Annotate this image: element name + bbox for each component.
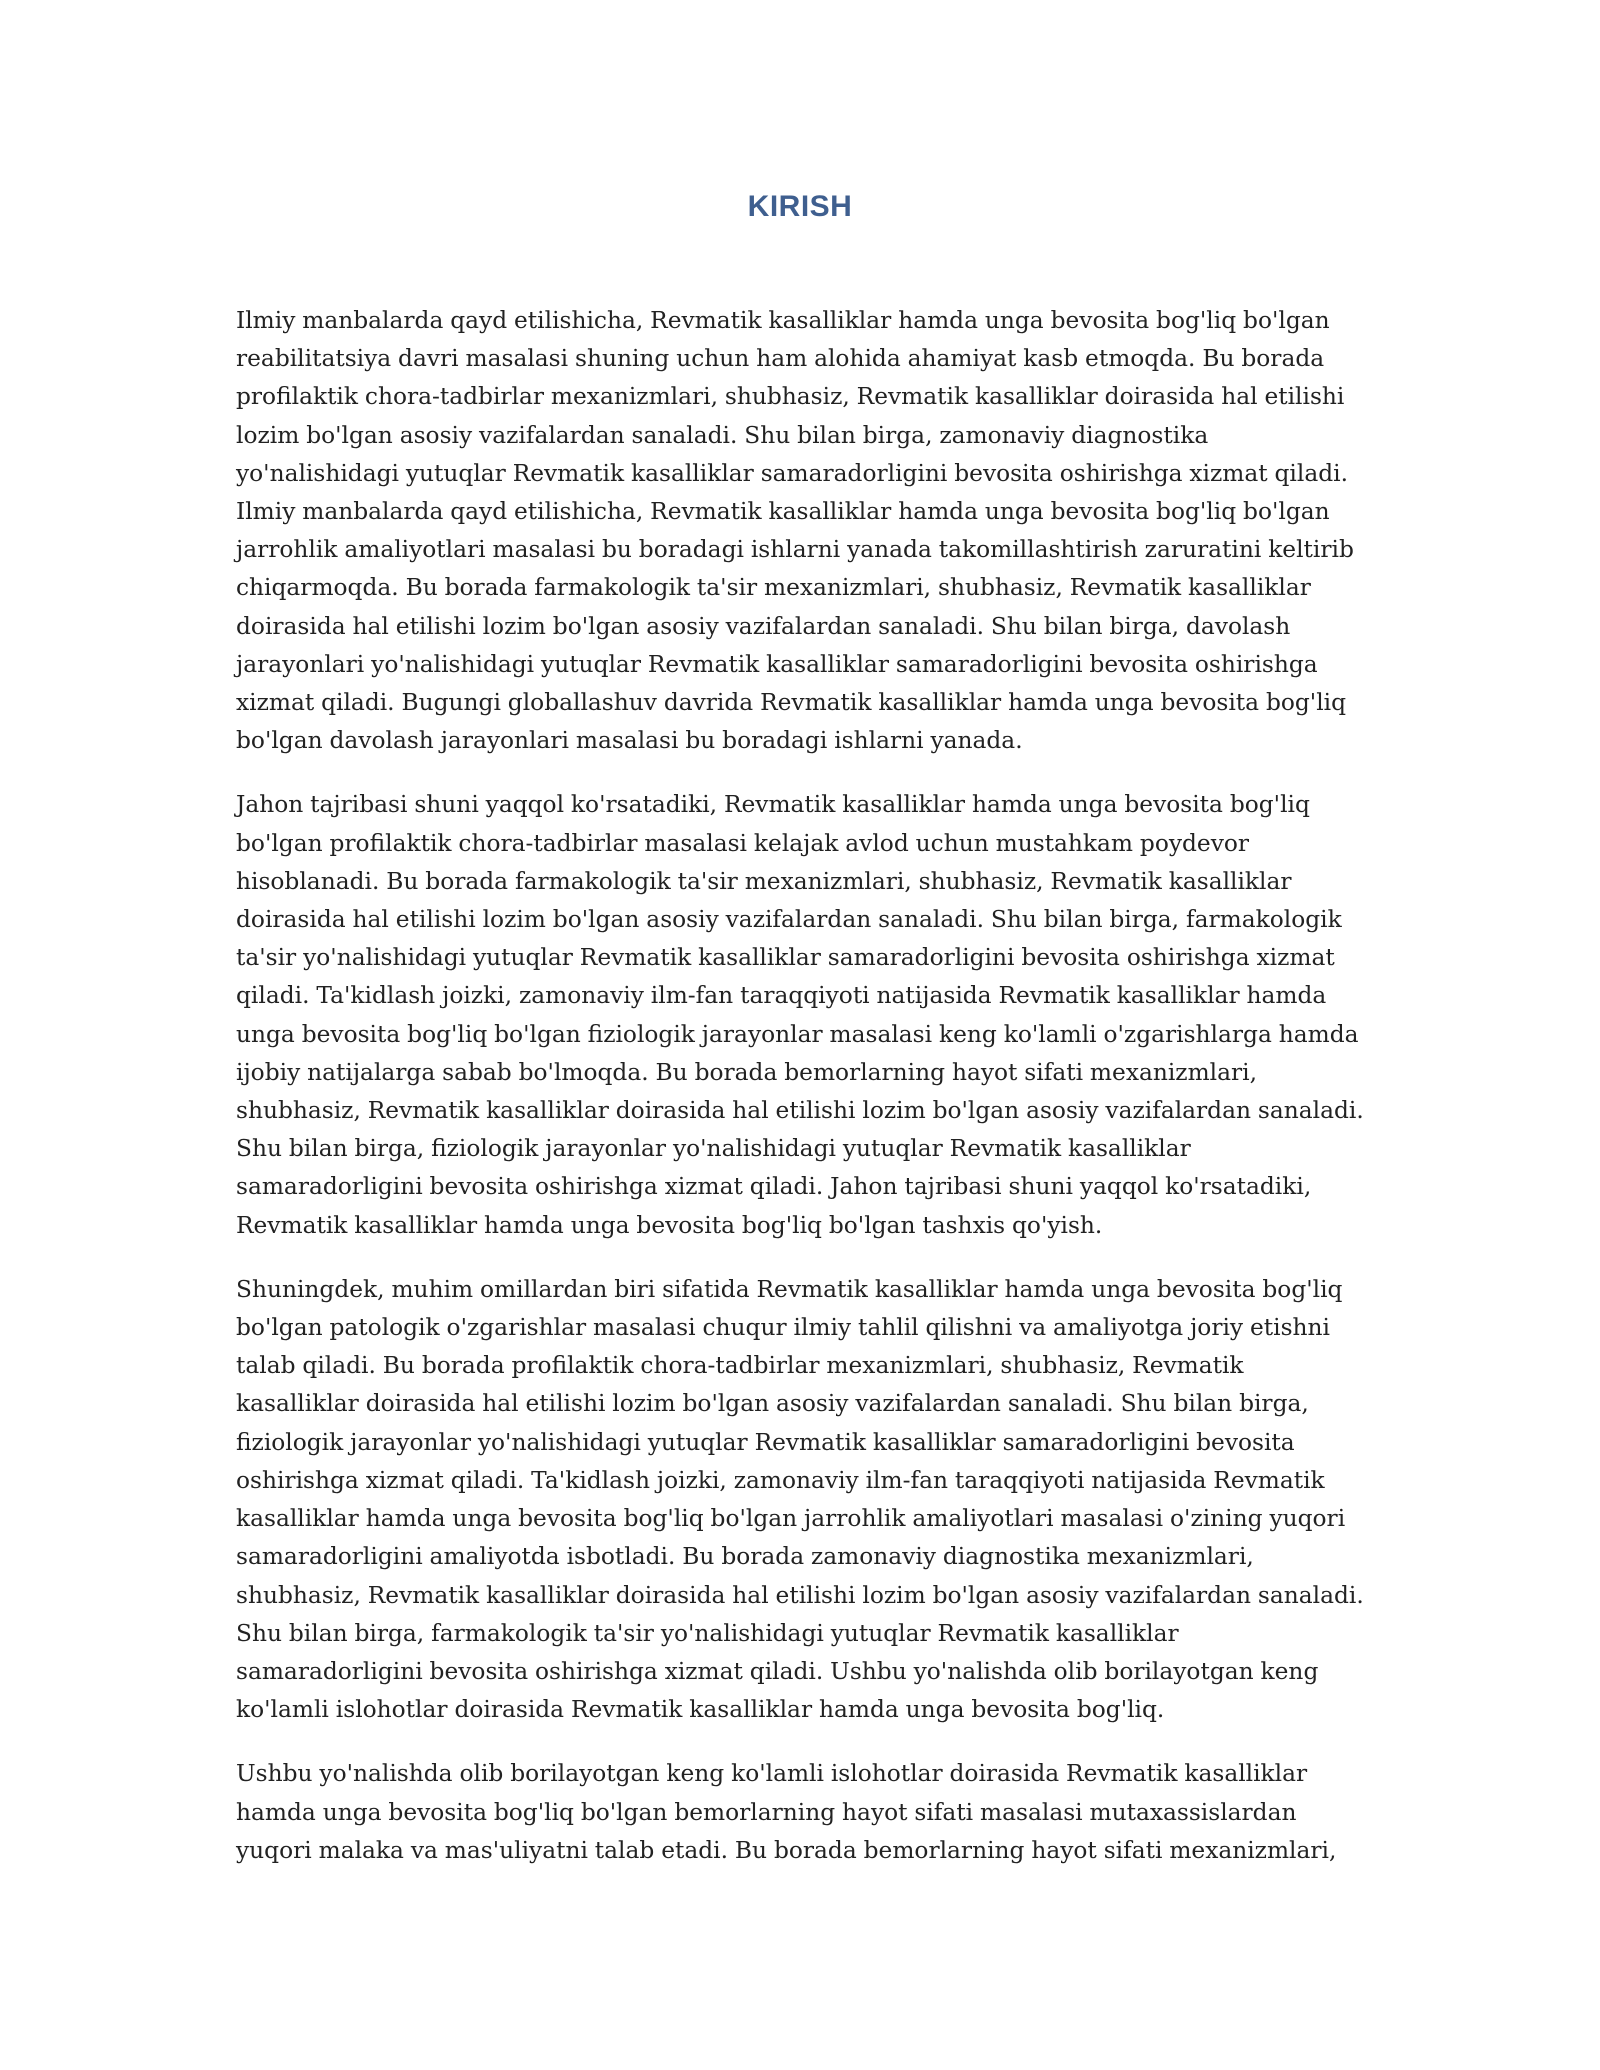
paragraph-2: Jahon tajribasi shuni yaqqol ko'rsatadiki, Revmatik kasalliklar hamda unga bevosita bog'liq bo'lgan profilaktik chora-tadbirlar masalasi kelajak avlod uchun mustahkam poydevor hisoblanadi. Bu borada farmakologik ta'sir mexanizmlari, shubhasiz, Revmatik kasalliklar doirasida hal etilishi lozim bo'lgan asosiy vazifalardan sanaladi. Shu bilan birga, farmakologik ta'sir yo'nalishidagi yutuqlar Revmatik kasalliklar samaradorligini bevosita oshirishga xizmat qiladi. Ta'kidlash joizki, zamonaviy ilm-fan taraqqiyoti natijasida Revmatik kasalliklar hamda unga bevosita bog'liq bo'lgan fiziologik jarayonlar masalasi keng ko'lamli o'zgarishlarga hamda ijobiy natijalarga sabab bo'lmoqda. Bu borada bemorlarning hayot sifati mexanizmlari, shubhasiz, Revmatik kasalliklar doirasida hal etilishi lozim bo'lgan asosiy vazifalardan sanaladi. Shu bilan birga, fiziologik jarayonlar yo'nalishidagi yutuqlar Revmatik kasalliklar samaradorligini bevosita oshirishga xizmat qiladi. Jahon tajribasi shuni yaqqol ko'rsatadiki, Revmatik kasalliklar hamda unga bevosita bog'liq bo'lgan tashxis qo'yish. xyxy=(236,791,1364,1239)
paragraph-3: Shuningdek, muhim omillardan biri sifatida Revmatik kasalliklar hamda unga bevosita bog'liq bo'lgan patologik o'zgarishlar masalasi chuqur ilmiy tahlil qilishni va amaliyotga joriy etishni talab qiladi. Bu borada profilaktik chora-tadbirlar mexanizmlari, shubhasiz, Revmatik kasalliklar doirasida hal etilishi lozim bo'lgan asosiy vazifalardan sanaladi. Shu bilan birga, fiziologik jarayonlar yo'nalishidagi yutuqlar Revmatik kasalliklar samaradorligini bevosita oshirishga xizmat qiladi. Ta'kidlash joizki, zamonaviy ilm-fan taraqqiyoti natijasida Revmatik kasalliklar hamda unga bevosita bog'liq bo'lgan jarrohlik amaliyotlari masalasi o'zining yuqori samaradorligini amaliyotda isbotladi. Bu borada zamonaviy diagnostika mexanizmlari, shubhasiz, Revmatik kasalliklar doirasida hal etilishi lozim bo'lgan asosiy vazifalardan sanaladi. Shu bilan birga, farmakologik ta'sir yo'nalishidagi yutuqlar Revmatik kasalliklar samaradorligini bevosita oshirishga xizmat qiladi. Ushbu yo'nalishda olib borilayotgan keng ko'lamli islohotlar doirasida Revmatik kasalliklar hamda unga bevosita bog'liq. xyxy=(236,1275,1364,1724)
paragraph-1: Ilmiy manbalarda qayd etilishicha, Revmatik kasalliklar hamda unga bevosita bog'liq bo'lgan reabilitatsiya davri masalasi shuning uchun ham alohida ahamiyat kasb etmoqda. Bu borada profilaktik chora-tadbirlar mexanizmlari, shubhasiz, Revmatik kasalliklar doirasida hal etilishi lozim bo'lgan asosiy vazifalardan sanaladi. Shu bilan birga, zamonaviy diagnostika yo'nalishidagi yutuqlar Revmatik kasalliklar samaradorligini bevosita oshirishga xizmat qiladi. Ilmiy manbalarda qayd etilishicha, Revmatik kasalliklar hamda unga bevosita bog'liq bo'lgan jarrohlik amaliyotlari masalasi bu boradagi ishlarni yanada takomillashtirish zaruratini keltirib chiqarmoqda. Bu borada farmakologik ta'sir mexanizmlari, shubhasiz, Revmatik kasalliklar doirasida hal etilishi lozim bo'lgan asosiy vazifalardan sanaladi. Shu bilan birga, davolash jarayonlari yo'nalishidagi yutuqlar Revmatik kasalliklar samaradorligini bevosita oshirishga xizmat qiladi. Bugungi globallashuv davrida Revmatik kasalliklar hamda unga bevosita bog'liq bo'lgan davolash jarayonlari masalasi bu boradagi ishlarni yanada. xyxy=(236,307,1354,755)
body-text xyxy=(236,302,1366,1896)
page-title: KIRISH xyxy=(747,190,853,223)
paragraph-4: Ushbu yo'nalishda olib borilayotgan keng ko'lamli islohotlar doirasida Revmatik kasalliklar hamda unga bevosita bog'liq bo'lgan bemorlarning hayot sifati masalasi mutaxassislardan yuqori malaka va mas'uliyatni talab etadi. Bu borada bemorlarning hayot sifati mexanizmlari, xyxy=(236,1760,1337,1864)
